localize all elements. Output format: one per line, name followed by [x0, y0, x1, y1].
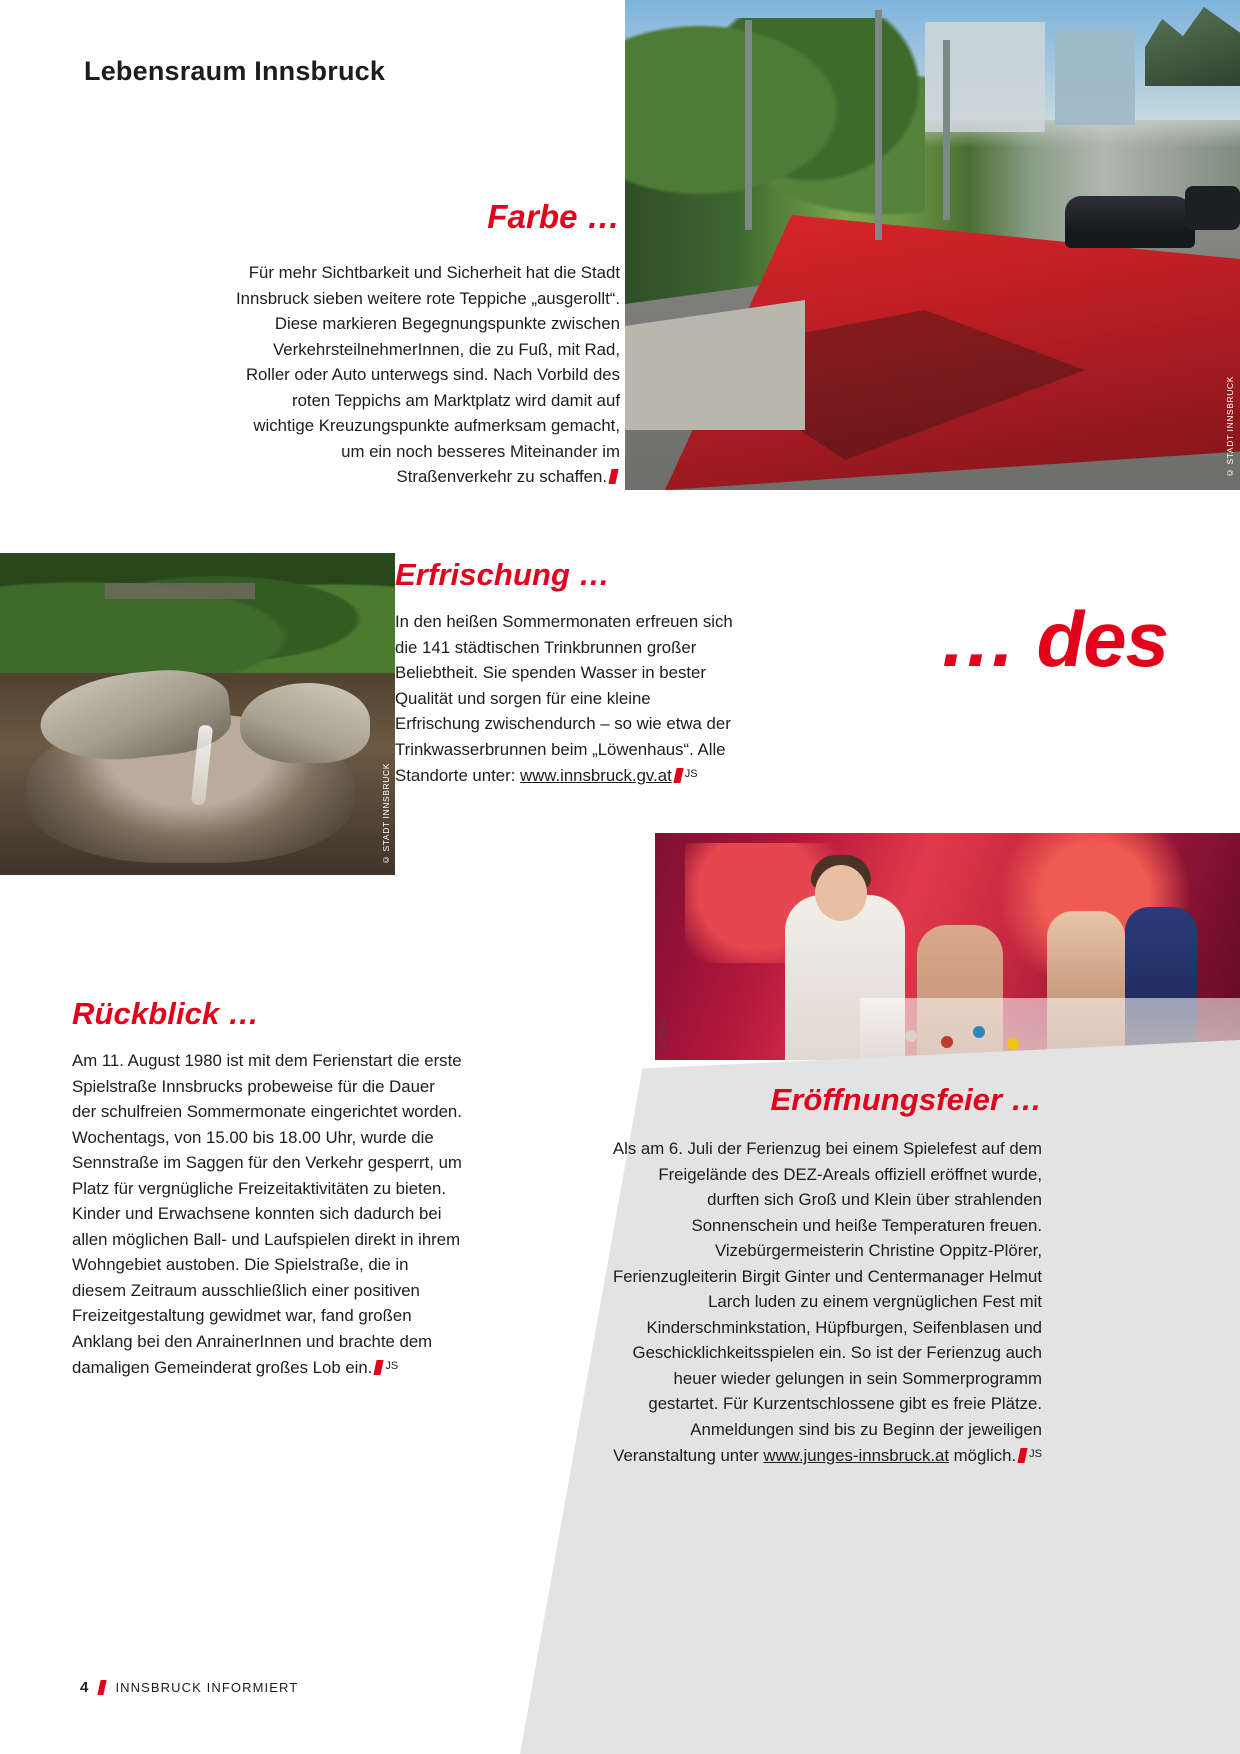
end-mark-icon	[673, 768, 683, 783]
page-number: 4	[80, 1679, 90, 1696]
page-footer	[80, 1679, 298, 1696]
building-shape-2	[1055, 30, 1135, 125]
end-mark-icon	[374, 1360, 384, 1375]
hedge-region	[0, 553, 395, 673]
publication-name: INNSBRUCK INFORMIERT	[115, 1680, 299, 1695]
article-farbe-headline: Farbe …	[487, 198, 620, 235]
drinking-fountain-photo	[0, 553, 395, 875]
article-eroeffnungsfeier-headline: Eröffnungsfeier …	[770, 1082, 1042, 1117]
car-shape-2	[1185, 186, 1240, 230]
face-painting-festival-photo	[655, 833, 1240, 1060]
car-shape-1	[1065, 196, 1195, 248]
link-innsbruck-gv-at[interactable]: www.innsbruck.gv.at	[520, 766, 672, 785]
face-painter-head	[815, 865, 867, 921]
article-erfrischung-headline: Erfrischung …	[395, 557, 610, 592]
red-carpet-street-photo	[625, 0, 1240, 490]
link-junges-innsbruck-at[interactable]: www.junges-innsbruck.at	[763, 1446, 949, 1465]
article-erfrischung-text: In den heißen Sommermonaten erfreuen sich die 141 städtischen Trinkbrunnen großer Beliebtheit. Sie spenden Wasser in bester Qualität und sorgen für eine kleine Erfrischung zwischendurch – so wie etwa der Trinkwasserbrunnen beim „Löwenhaus“. Alle Standorte unter:	[395, 612, 733, 785]
paint-pot-4	[1007, 1038, 1019, 1050]
street-pole-2	[875, 10, 882, 240]
article-rueckblick-headline: Rückblick …	[72, 996, 260, 1031]
article-erfrischung-body	[395, 609, 735, 789]
article-eroeffnungsfeier-credit: JS	[1029, 1448, 1042, 1460]
roof-shape	[105, 583, 255, 599]
article-rueckblick	[72, 996, 462, 1381]
end-mark-icon	[1018, 1448, 1028, 1463]
end-mark-icon	[608, 469, 618, 484]
paint-pot-3	[973, 1026, 985, 1038]
fountain-stone-right	[240, 683, 370, 763]
paint-pot-2	[941, 1036, 953, 1048]
article-eroeffnungsfeier-text-tail: möglich.	[949, 1446, 1017, 1465]
article-rueckblick-text: Am 11. August 1980 ist mit dem Ferienstart die erste Spielstraße Innsbrucks probeweise für die Dauer der schulfreien Sommermonate eingerichtet worden. Wochentags, von 15.00 bis 18.00 Uhr, wurde die Sennstraße im Saggen für den Verkehr gesperrt, um Platz für vergnügliche Freizeitaktivitäten zu bieten. Kinder und Erwachsene konnten sich dadurch bei allen möglichen Ball- und Laufspielen direkt in ihrem Wohngebiet austoben. Die Spielstraße, die in diesem Zeitraum ausschließlich einer positiven Freizeitgestaltung gewidmet war, fand großen Anklang bei den AnrainerInnen und brachte dem damaligen Gemeinderat großes Lob ein.	[72, 1051, 462, 1377]
street-pole-1	[745, 20, 752, 230]
article-erfrischung-credit: JS	[684, 768, 698, 780]
photo-credit-fountain: © STADT INNSBRUCK	[381, 762, 391, 865]
article-eroeffnungsfeier-text: Als am 6. Juli der Ferienzug bei einem Spielefest auf dem Freigelände des DEZ-Areals offiziell eröffnet wurde, durften sich Groß und Klein über strahlenden Sonnenschein und heiße Temperaturen freuen. Vizebürgermeisterin Christine Oppitz-Plörer, Ferienzugleiterin Birgit Ginter und Centermanager Helmut Larch luden zu einem vergnüglichen Fest mit Kinderschminkstation, Hüpfburgen, Seifenblasen und Geschicklichkeitsspielen ein. So ist der Ferienzug auch heuer wieder gelungen in sein Sommerprogramm gestartet. Für Kurzentschlossene gibt es freie Plätze. Anmeldungen sind bis zu Beginn der jeweiligen Veranstaltung unter	[612, 1139, 1042, 1465]
article-eroeffnungsfeier	[610, 1082, 1042, 1469]
article-erfrischung	[395, 557, 735, 789]
photo-credit-fest: © DEZ	[658, 1017, 668, 1050]
footer-bar-icon	[98, 1680, 107, 1695]
article-farbe	[230, 198, 620, 490]
paint-pot-1	[905, 1030, 917, 1042]
article-eroeffnungsfeier-body	[610, 1136, 1042, 1469]
page-title: Lebensraum Innsbruck	[84, 56, 386, 87]
photo-credit-street: © STADT INNSBRUCK	[1225, 375, 1235, 478]
article-rueckblick-body	[72, 1048, 462, 1381]
article-rueckblick-credit: JS	[385, 1360, 399, 1372]
street-pole-3	[943, 40, 950, 220]
article-farbe-body	[230, 260, 620, 490]
decorative-headline-des: … des	[938, 595, 1168, 683]
article-farbe-text: Für mehr Sichtbarkeit und Sicherheit hat die Stadt Innsbruck sieben weitere rote Teppiche „ausgerollt“. Diese markieren Begegnungspunkte zwischen VerkehrsteilnehmerInnen, die zu Fuß, mit Rad, Roller oder Auto unterwegs sind. Nach Vorbild des roten Teppichs am Marktplatz wird damit auf wichtige Kreuzungspunkte aufmerksam gemacht, um ein noch besseres Miteinander im Straßenverkehr zu schaffen.	[235, 263, 620, 486]
